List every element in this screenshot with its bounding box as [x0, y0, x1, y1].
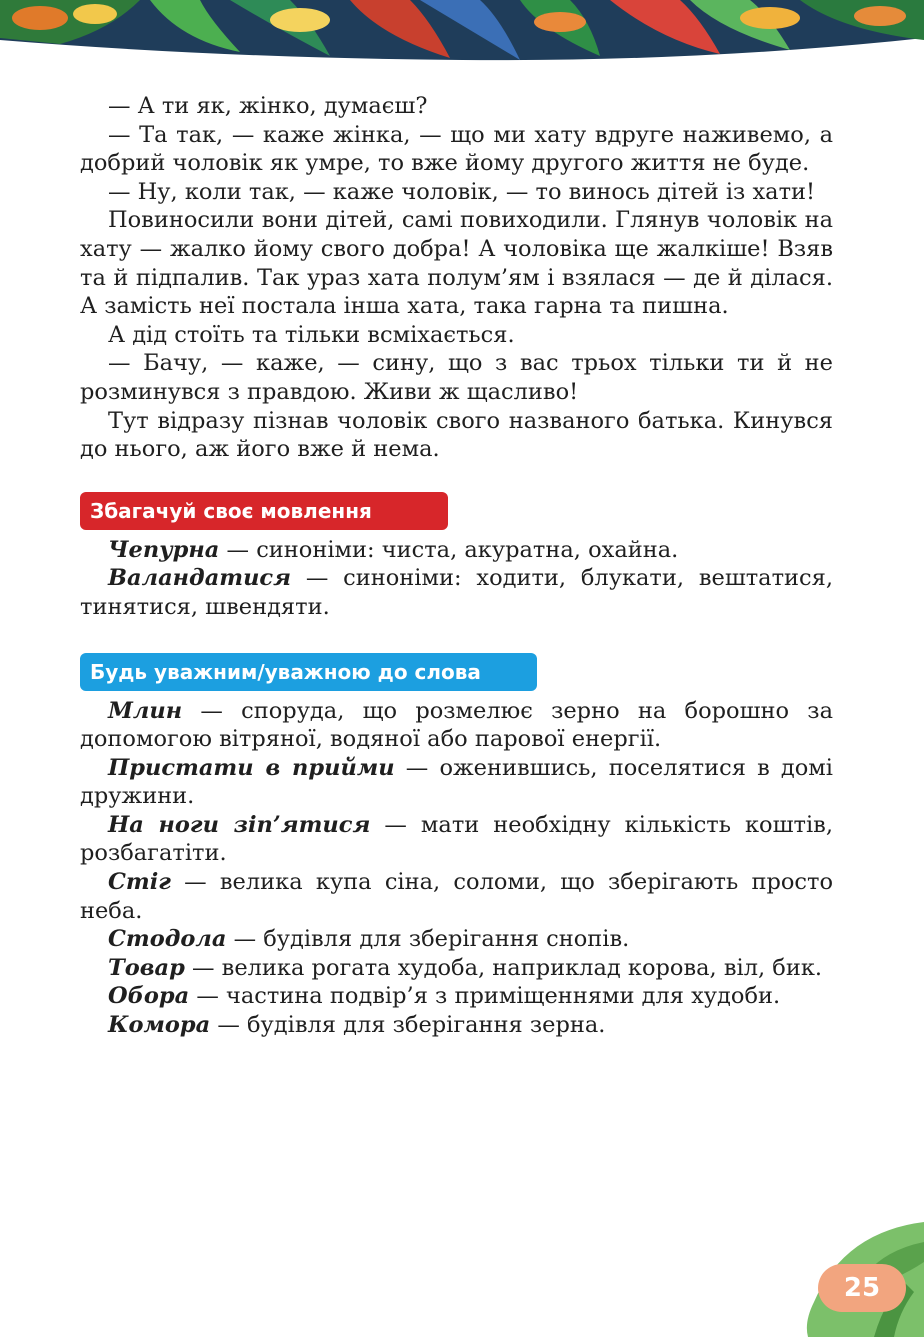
glossary-term: Млин [108, 697, 183, 724]
vocabulary-term: Чепурна [108, 536, 220, 563]
glossary-entry [80, 697, 833, 754]
page-content [80, 92, 833, 1040]
glossary-term: Комора [108, 1012, 211, 1039]
story-paragraph: А дід стоїть та тільки всміхається. [108, 321, 515, 348]
glossary-entry [80, 868, 833, 925]
glossary-definition: — велика купа сіна, соломи, що зберігають просто неба. [80, 869, 833, 924]
glossary-definition: — велика рогата худоба, наприклад корова, віл, бик. [184, 954, 823, 981]
glossary-definition: — споруда, що розмелює зерно на борошно за допомогою вітряної, водяної або парової енергії. [80, 697, 833, 753]
vocabulary-term: Валандатися [108, 565, 292, 592]
vocabulary-entry [80, 536, 833, 565]
glossary-term: Товар [108, 954, 185, 981]
glossary-definition: — оженившись, поселятися в домі дружини. [80, 754, 833, 810]
glossary-term: Стіг [108, 869, 171, 896]
glossary-definition: — мати необхідну кількість коштів, розбагатіти. [80, 811, 833, 867]
glossary-definition: — будівля для зберігання снопів. [226, 926, 630, 953]
glossary-term: Обора [108, 983, 190, 1010]
glossary-entry [80, 925, 833, 954]
glossary-entry [80, 954, 833, 983]
glossary-definition: — частина подвір’я з приміщеннями для худоби. [189, 983, 781, 1010]
tropical-leaves-banner [0, 0, 924, 70]
vocabulary-definition: — синоніми: чиста, акуратна, охайна. [219, 536, 679, 563]
glossary-definition: — будівля для зберігання зерна. [210, 1012, 606, 1039]
glossary-entry [80, 1011, 833, 1040]
glossary-entry [80, 811, 833, 868]
story-paragraph: — Та так, — каже жінка, — що ми хату вдруге наживемо, а добрий чоловік як умре, то вже йому другого життя не буде. [80, 121, 833, 177]
attention-word-heading: Будь уважним/уважною до слова [80, 653, 537, 691]
glossary-term: Пристати в прийми [108, 754, 395, 781]
vocabulary-entry [80, 564, 833, 621]
enrich-speech-heading: Збагачуй своє мовлення [80, 492, 448, 530]
story-paragraph: — А ти як, жінко, думаєш? [108, 93, 428, 119]
page-number-badge: 25 [818, 1264, 906, 1312]
story-paragraph: — Ну, коли так, — каже чоловік, — то винось дітей із хати! [108, 178, 816, 205]
story-paragraph: — Бачу, — каже, — сину, що з вас трьох тільки ти й не розминувся з правдою. Живи ж щасливо! [80, 350, 833, 405]
story-paragraph: Повиносили вони дітей, самі повиходили. Глянув чоловік на хату — жалко йому свого добра! А чоловіка ще жалкіше! Взяв та й підпалив. Так ураз хата полум’ям і взялася — де й ділася. А замість неї постала інша хата, така гарна та пишна. [80, 207, 833, 320]
vocabulary-definition: — синоніми: ходити, блукати, вештатися, тинятися, швендяти. [80, 565, 833, 620]
glossary-entry [80, 754, 833, 811]
story-paragraph: Тут відразу пізнав чоловік свого названого батька. Кинувся до нього, аж його вже й нема. [80, 407, 833, 463]
glossary-term: На ноги зіп’ятися [108, 811, 371, 838]
glossary-entry [80, 982, 833, 1011]
glossary-term: Стодола [108, 926, 227, 953]
